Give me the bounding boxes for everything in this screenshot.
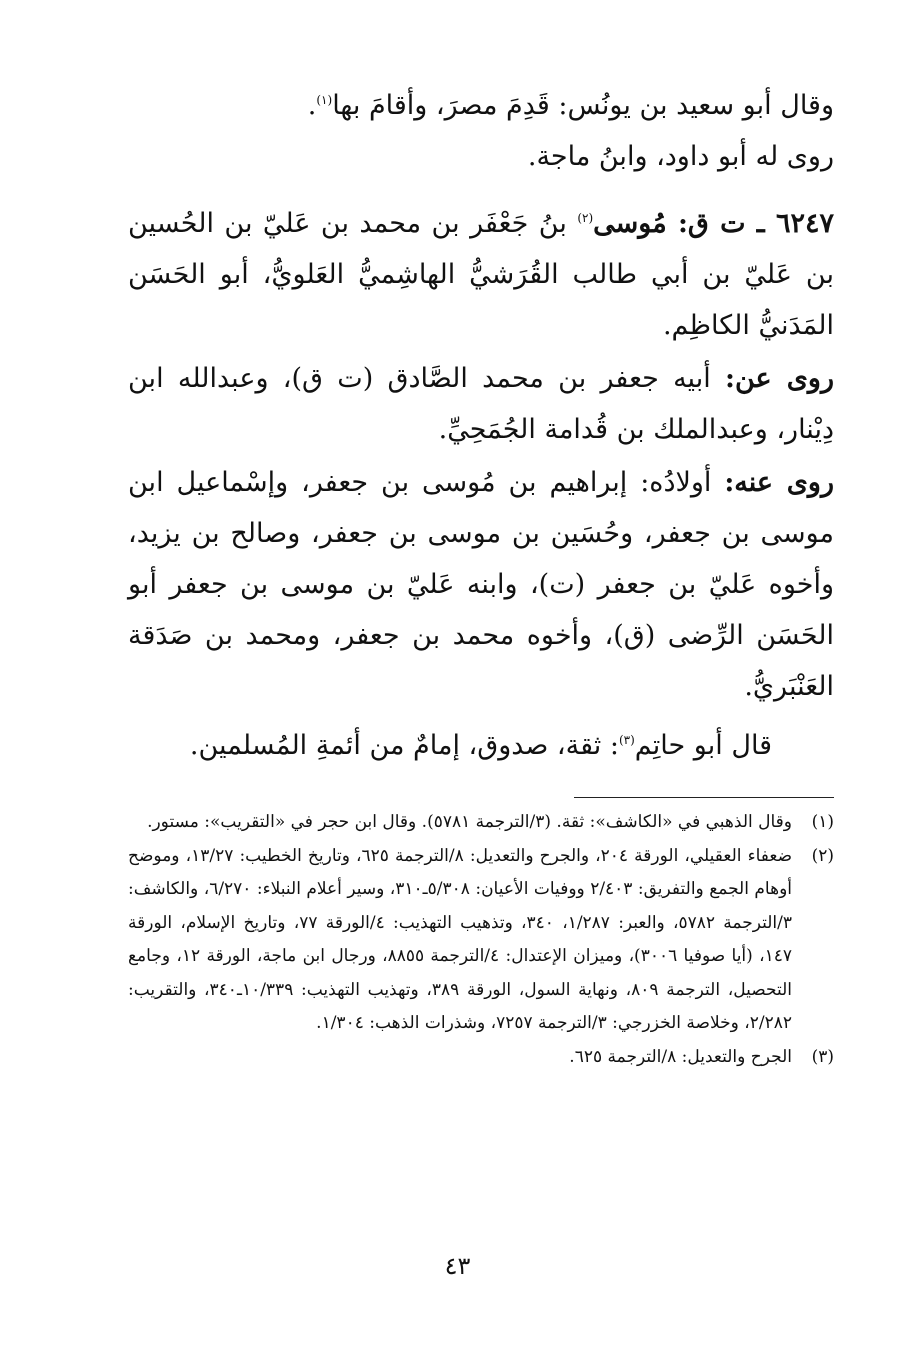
rawa-anhu-text: أولادُه: إبراهيم بن مُوسى بن جعفر، وإسْماعيل ابن موسى بن جعفر، وحُسَين بن موسى بن جعفر، وصالح بن يزيد، وأخوه عَليّ بن جعفر (ت)، وابنه عَليّ بن موسى بن جعفر أبو الحَسَن الرِّضى (ق)، وأخوه محمد بن جعفر، ومحمد بن صَدَقة العَنْبَريُّ. (128, 467, 834, 702)
intro-line-2: روى له أبو داود، وابنُ ماجة. (527, 141, 834, 172)
footnote-separator (574, 797, 834, 798)
rawa-an-text: أبيه جعفر بن محمد الصَّادق (ت ق)، وعبدالله ابن دِيْنار، وعبدالملك بن قُدامة الجُمَحِيِّ. (128, 363, 834, 445)
footnote-ref-1: (١) (316, 93, 333, 107)
page-body (128, 80, 834, 1074)
footnote-1 (128, 806, 834, 840)
rawa-an-label: روى عن: (725, 363, 834, 394)
footnotes (128, 806, 834, 1074)
main-text (128, 80, 834, 771)
entry-heading: ٦٢٤٧ ـ ت ق: مُوسى (593, 208, 835, 239)
intro-line-1: وقال أبو سعيد بن يونُس: قَدِمَ مصرَ، وأقامَ بها (332, 90, 834, 121)
abu-hatim-text-1: قال أبو حاتِم (634, 730, 773, 761)
footnote-text: الجرح والتعديل: ٨/الترجمة ٦٢٥. (569, 1046, 792, 1067)
entry-paragraph (128, 198, 834, 351)
footnote-number: (٢) (811, 845, 834, 866)
footnote-2 (128, 840, 834, 1041)
footnote-text: وقال الذهبي في «الكاشف»: ثقة. (٣/الترجمة ٥٧٨١). وقال ابن حجر في «التقريب»: مستور. (147, 812, 792, 832)
entry-text: بنُ جَعْفَر بن محمد بن عَليّ بن الحُسين بن عَليّ بن أبي طالب القُرَشيُّ الهاشِميُّ العَلويُّ، أبو الحَسَن المَدَنيُّ الكاظِم. (128, 208, 835, 341)
footnote-number: (٣) (811, 1046, 834, 1067)
footnote-3 (128, 1041, 834, 1075)
footnote-ref-2: (٢) (577, 211, 594, 225)
rawa-anhu-label: روى عنه: (724, 467, 834, 498)
intro-line-1-end: . (307, 90, 317, 121)
abu-hatim-text-2: : ثقة، صدوق، إمامٌ من أئمةِ المُسلمين. (189, 730, 619, 761)
abu-hatim-paragraph (128, 720, 834, 771)
page-number: ٤٣ (444, 1252, 471, 1280)
footnote-text: ضعفاء العقيلي، الورقة ٢٠٤، والجرح والتعديل: ٨/الترجمة ٦٢٥، وتاريخ الخطيب: ١٣/٢٧، وموضح أوهام الجمع والتفريق: ٢/٤٠٣ ووفيات الأعيان: ٥/٣٠٨ـ٣١٠، وسير أعلام النبلاء: ٦/٢٧٠، والكاشف: ٣/الترجمة ٥٧٨٢، والعبر: ١/٢٨٧، ٣٤٠، وتذهيب التهذيب: ٤/الورقة ٧٧، وتاريخ الإسلام، الورقة ١٤٧، (أيا صوفيا ٣٠٠٦)، وميزان الإعتدال: ٤/الترجمة ٨٨٥٥، ورجال ابن ماجة، الورقة ١٢، وجامع التحصيل، الترجمة ٨٠٩، ونهاية السول، الورقة ٣٨٩، وتهذيب التهذيب: ١٠/٣٣٩ـ٣٤٠، والتقريب: ٢/٢٨٢، وخلاصة الخزرجي: ٣/الترجمة ٧٢٥٧، وشذرات الذهب: ١/٣٠٤. (128, 845, 793, 1033)
rawa-an-paragraph (128, 353, 834, 455)
footnote-number: (١) (811, 812, 834, 832)
footnote-ref-3: (٣) (618, 733, 635, 747)
rawa-anhu-paragraph (128, 457, 834, 712)
intro-paragraph (128, 80, 834, 182)
